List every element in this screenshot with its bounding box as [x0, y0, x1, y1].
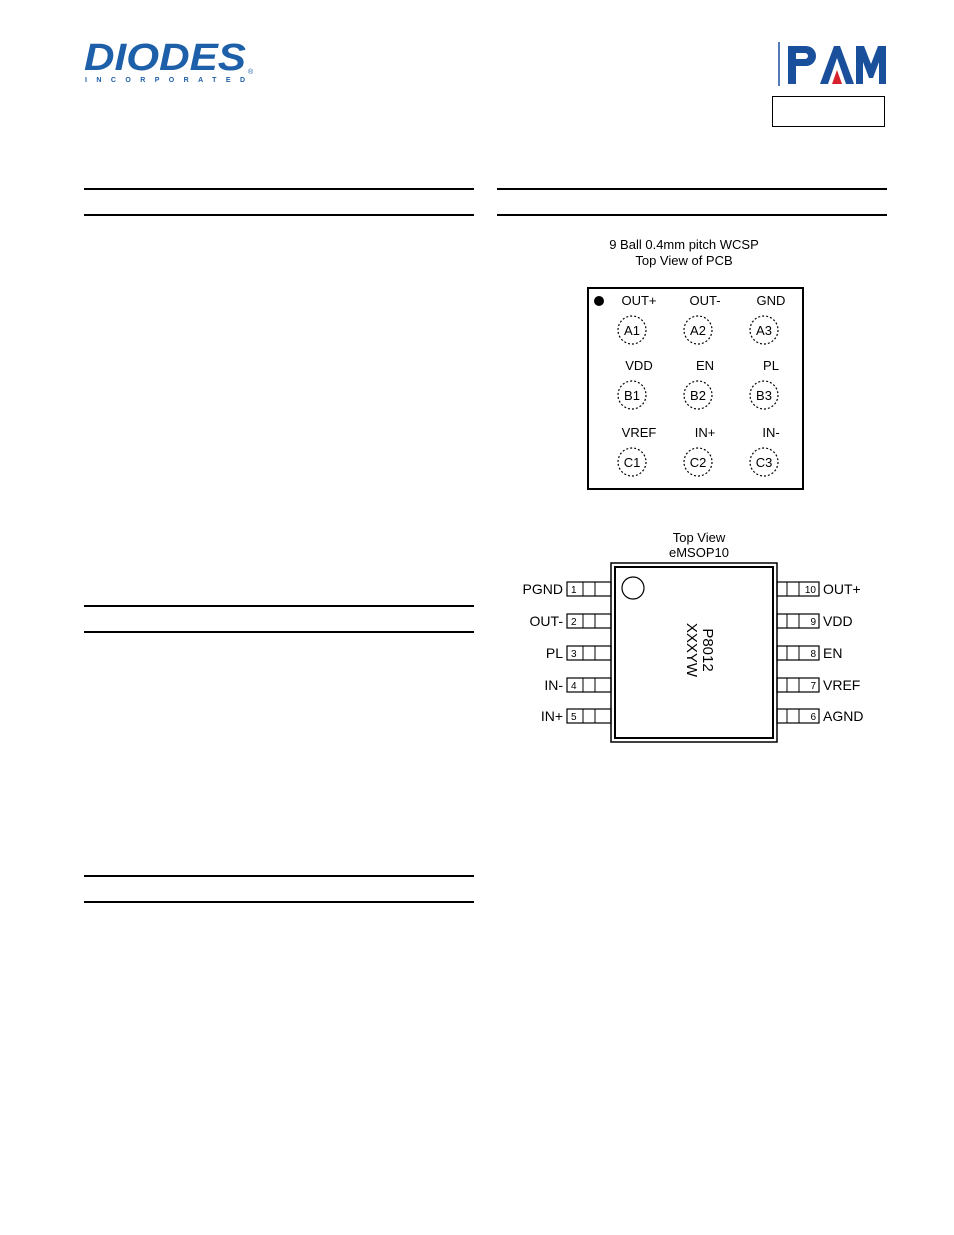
wcsp-ball-id: A2	[690, 323, 706, 338]
msop-pin-number: 5	[571, 712, 577, 723]
section-rule	[497, 214, 887, 216]
wcsp-ball-label: VREF	[621, 425, 657, 440]
diodes-logo-mark: ®	[248, 69, 254, 76]
msop-pin1-dot	[622, 577, 644, 599]
wcsp-ball-label: IN-	[762, 425, 780, 440]
msop-pin-name: IN-	[544, 677, 563, 693]
msop-pin-number: 1	[571, 585, 577, 596]
msop-pin-name: OUT+	[823, 581, 861, 597]
msop-pin-number: 8	[810, 649, 816, 660]
wcsp-ball-label: OUT-	[689, 293, 721, 308]
msop-pin-name: AGND	[823, 708, 864, 724]
msop-marking-line1: P8012	[699, 628, 716, 672]
msop-pin-number: 3	[571, 649, 577, 660]
wcsp-title-line2: Top View of PCB	[635, 253, 733, 268]
wcsp-ball-label: OUT+	[621, 293, 657, 308]
msop-pin-number: 2	[571, 617, 577, 628]
msop-pin-name: EN	[823, 645, 843, 661]
msop-pin-number: 9	[810, 617, 816, 628]
msop-title-line2: eMSOP10	[669, 545, 729, 560]
msop-pin-number: 4	[571, 681, 577, 692]
wcsp-ball-label: PL	[763, 358, 779, 373]
part-number-box	[772, 96, 885, 127]
pin-configuration-diagram	[495, 230, 895, 750]
msop-marking-line2: XXXYW	[683, 622, 700, 678]
section-rule	[84, 188, 474, 190]
msop-pin-name: PL	[545, 645, 563, 661]
section-rule	[84, 875, 474, 877]
wcsp-ball-id: C1	[623, 455, 641, 470]
msop-pin-number: 10	[804, 585, 816, 596]
wcsp-ball-id: B2	[690, 388, 706, 403]
msop-pin-name: IN+	[540, 708, 563, 724]
msop-pin-name: VDD	[823, 613, 853, 629]
msop-title-line1: Top View	[672, 530, 726, 545]
wcsp-title-line1: 9 Ball 0.4mm pitch WCSP	[609, 237, 759, 252]
wcsp-ball-label: VDD	[625, 358, 653, 373]
msop-pin-name: OUT-	[529, 613, 563, 629]
pam-logo	[776, 40, 888, 88]
wcsp-ball-label: GND	[756, 293, 786, 308]
wcsp-ball-grid	[618, 293, 785, 476]
pin1-indicator	[594, 296, 604, 306]
section-rule	[497, 188, 887, 190]
wcsp-ball-id: A3	[756, 323, 772, 338]
wcsp-ball-id: A1	[624, 323, 640, 338]
wcsp-ball-label: IN+	[694, 425, 716, 440]
wcsp-ball-label: EN	[695, 358, 715, 373]
diodes-logo-subtext: INCORPORATED	[85, 77, 245, 84]
section-rule	[84, 901, 474, 903]
wcsp-ball-id: C2	[689, 455, 707, 470]
diodes-logo	[84, 38, 256, 84]
diodes-logo-text: DIODES	[84, 38, 246, 79]
wcsp-ball-id: B3	[756, 388, 772, 403]
section-rule	[84, 214, 474, 216]
pam-logo-text: PAM	[776, 40, 779, 41]
msop-pin-name: PGND	[522, 581, 563, 597]
msop-pin-number: 7	[810, 681, 816, 692]
wcsp-ball-id: C3	[755, 455, 773, 470]
wcsp-ball-id: B1	[624, 388, 640, 403]
msop-pin-name: VREF	[823, 677, 861, 693]
section-rule	[84, 631, 474, 633]
msop-pin-number: 6	[810, 712, 816, 723]
section-rule	[84, 605, 474, 607]
